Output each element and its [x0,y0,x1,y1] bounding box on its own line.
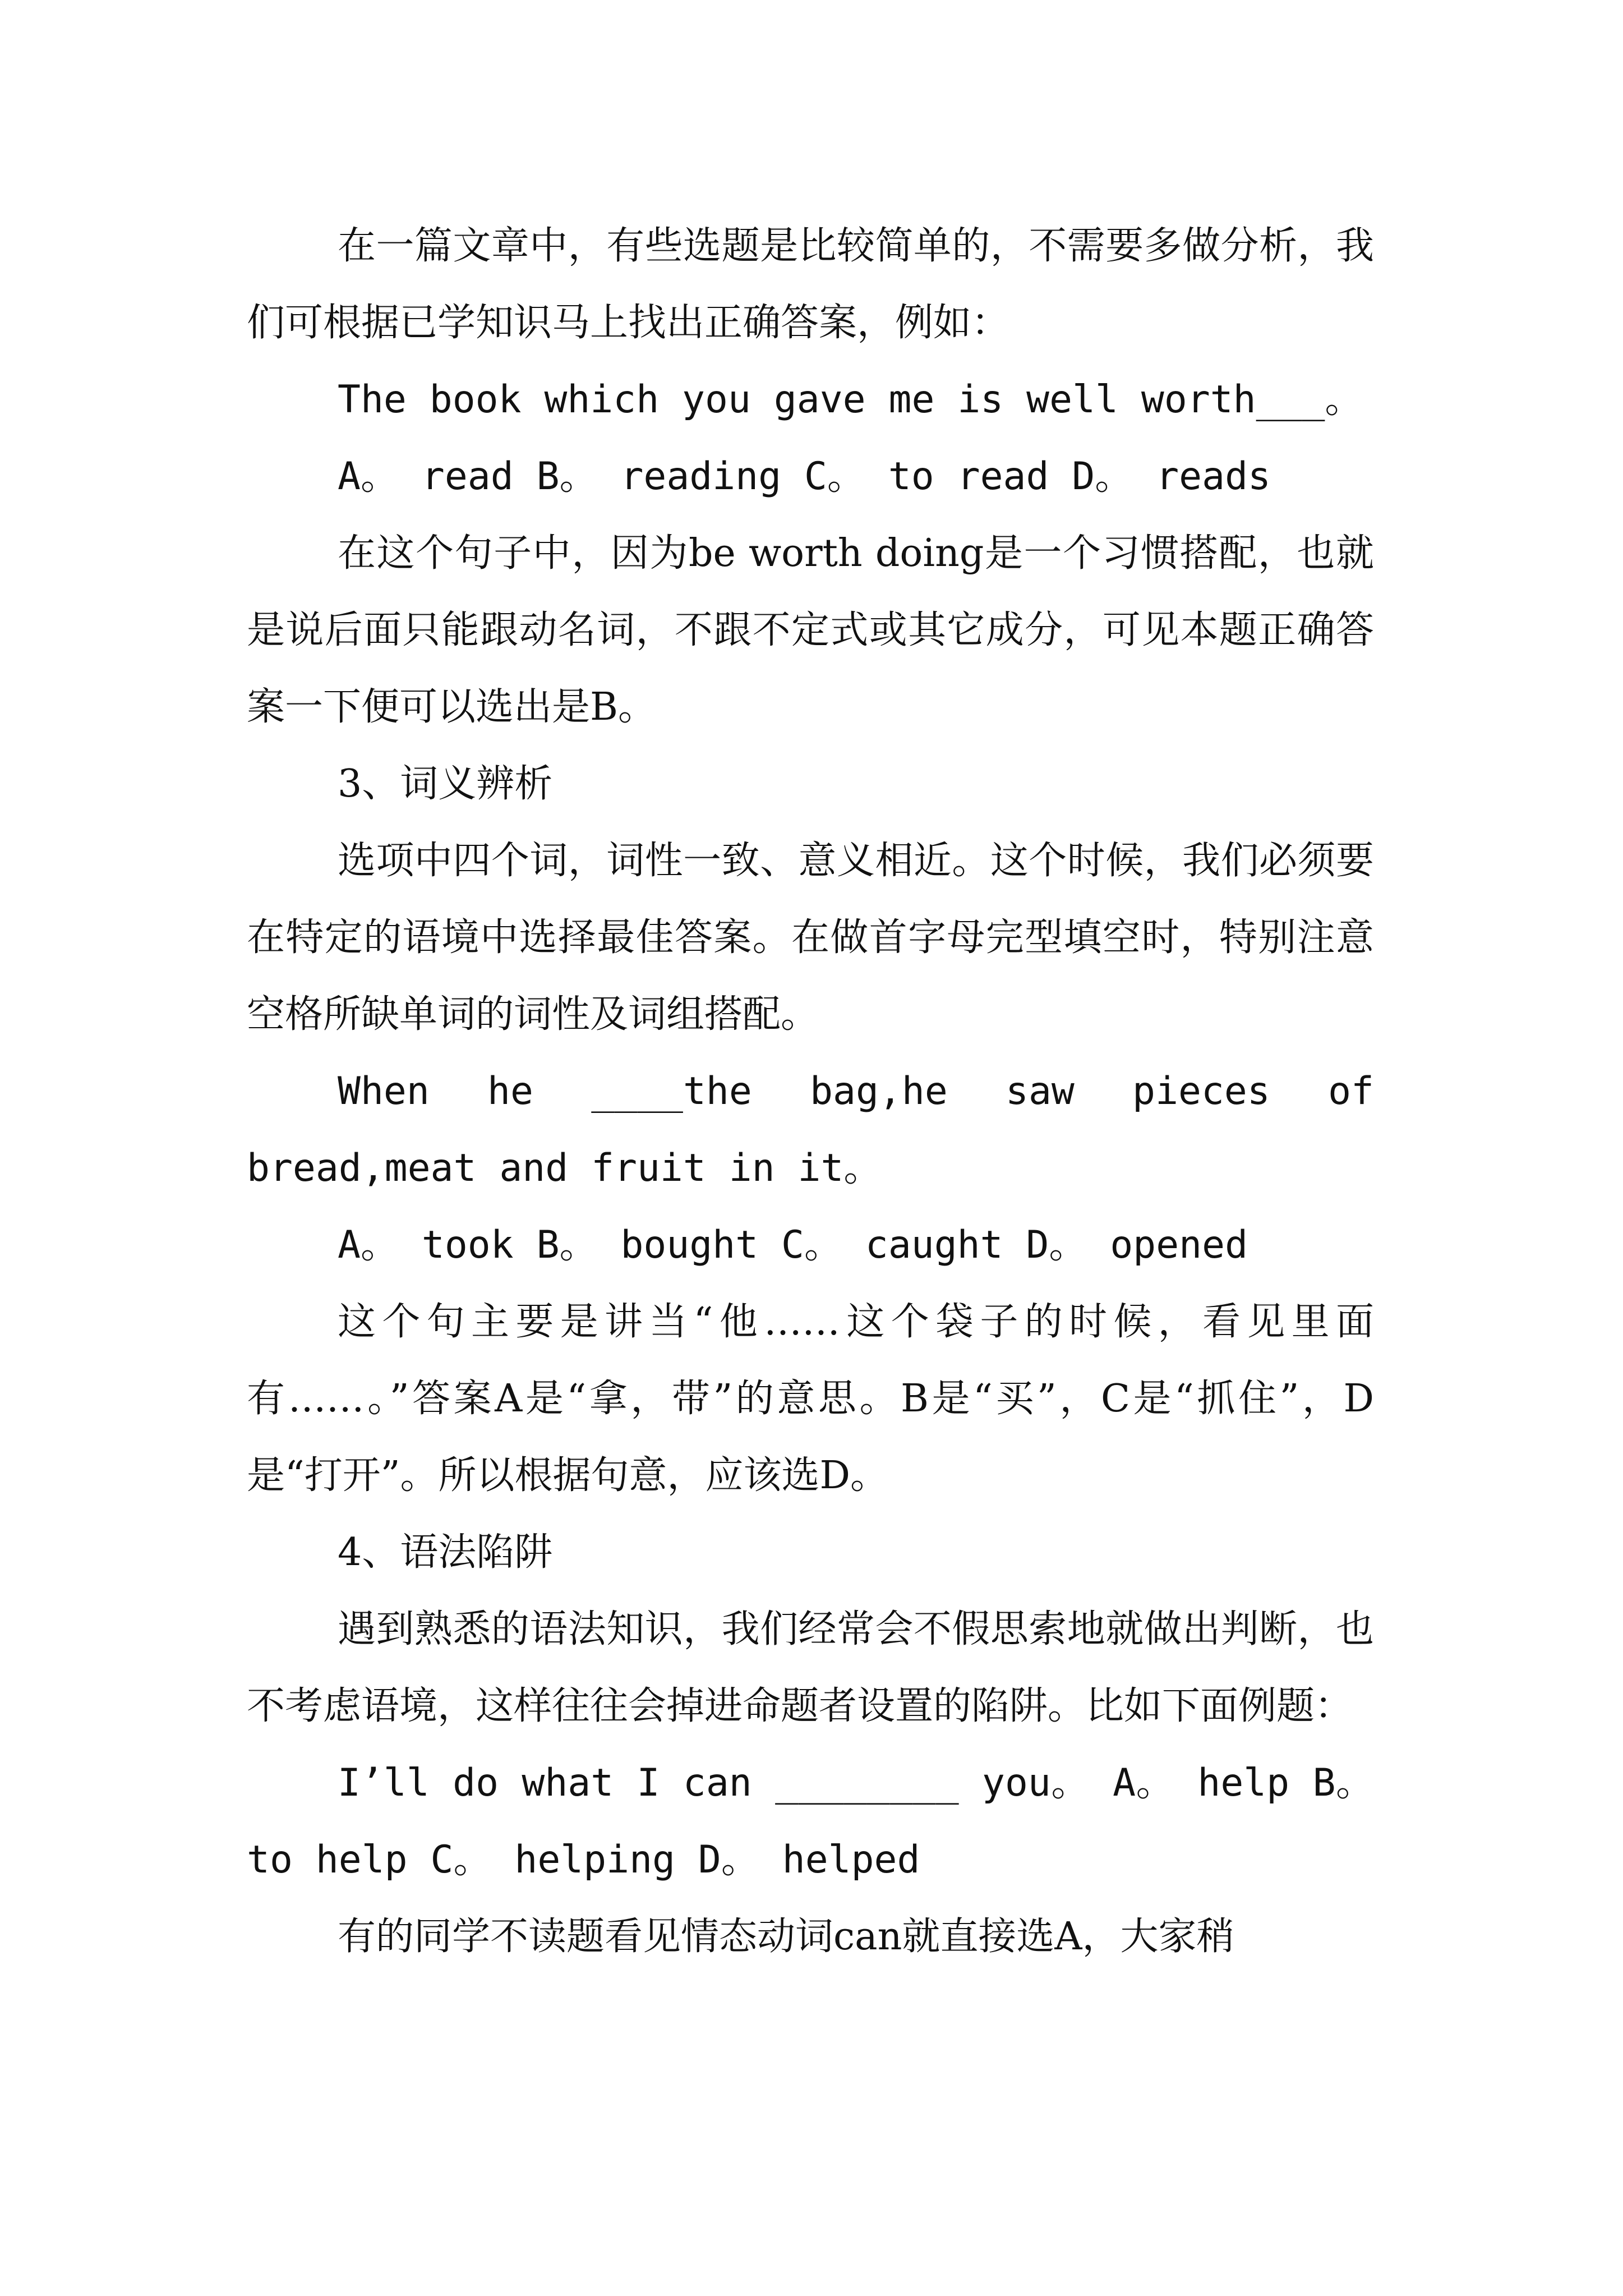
example-sentence-3: I’ll do what I can ________ you。 A。 help B。 to help C。 helping D。 helped [247,1761,1374,1882]
paragraph-section-3: 选项中四个词，词性一致、意义相近。这个时候，我们必须要在特定的语境中选择最佳答案。在做首字母完型填空时，特别注意空格所缺单词的词性及词组搭配。 [247,839,1374,1037]
paragraph-explanation-1: 在这个句子中，因为be worth doing是一个习惯搭配，也就是说后面只能跟动名词，不跟不定式或其它成分，可见本题正确答案一下便可以选出是B。 [247,531,1374,729]
paragraph-section-4: 遇到熟悉的语法知识，我们经常会不假思索地就做出判断，也不考虑语境，这样往往会掉进命题者设置的陷阱。比如下面例题： [247,1607,1374,1728]
example-options-2: A。 took B。 bought C。 caught D。 opened [338,1223,1248,1267]
section-heading-4: 4、语法陷阱 [338,1530,553,1575]
example-sentence-2: When he ____the bag,he saw pieces of bread,meat and fruit in it。 [247,1069,1374,1190]
section-heading-3: 3、词义辨析 [338,762,553,806]
example-options-1: A。 read B。 reading C。 to read D。 reads [338,454,1271,499]
document-body [247,208,1374,1975]
paragraph-explanation-3: 有的同学不读题看见情态动词can就直接选A，大家稍 [338,1915,1235,1959]
paragraph-intro: 在一篇文章中，有些选题是比较简单的，不需要多做分析，我们可根据已学知识马上找出正确答案，例如： [247,224,1374,345]
paragraph-explanation-2: 这个句主要是讲当“他……这个袋子的时候，看见里面有……。”答案A是“拿，带”的意思。B是“买”，C是“抓住”，D是“打开”。所以根据句意，应该选D。 [247,1300,1374,1498]
example-sentence-1: The book which you gave me is well worth___。 [338,378,1363,422]
